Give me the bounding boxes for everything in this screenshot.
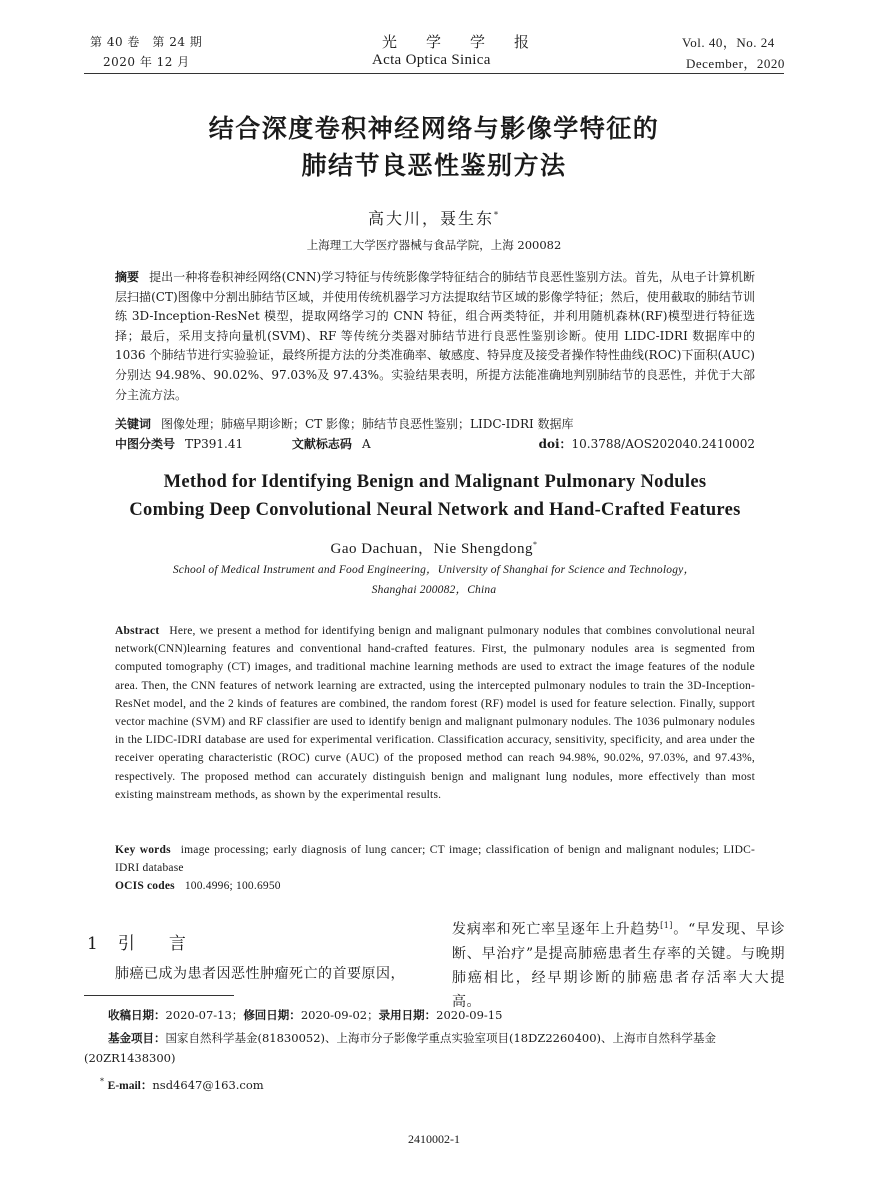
keywords-cn-text: 图像处理；肺癌早期诊断；CT 影像；肺结节良恶性鉴别；LIDC-IDRI 数据库 (161, 417, 574, 431)
title-cn (84, 110, 784, 184)
abstract-en (115, 622, 755, 804)
accepted-label: 录用日期： (378, 1008, 437, 1022)
title-en (60, 468, 810, 524)
journal-name-en: Acta Optica Sinica (372, 52, 491, 68)
clc-label: 中图分类号 (115, 437, 176, 451)
received-date: 2020-07-13； (165, 1008, 244, 1022)
journal-name-cn: 光 学 学 报 (382, 33, 537, 51)
email-label: E-mail： (107, 1079, 153, 1092)
citation-ref: [1] (660, 921, 673, 930)
title-en-line1: Method for Identifying Benign and Malignant Pulmonary Nodules (163, 472, 707, 492)
corresponding-mark: * (494, 210, 500, 220)
title-en-line2: Combing Deep Convolutional Neural Network and Hand-Crafted Features (129, 500, 741, 520)
revised-date: 2020-09-02； (300, 1008, 379, 1022)
affiliation-en (84, 560, 784, 600)
doi-value: 10.3788/AOS202040.2410002 (571, 437, 755, 451)
keywords-en (115, 841, 755, 877)
footnote-fund (84, 1028, 786, 1068)
abstract-cn (115, 268, 755, 405)
email-address: nsd4647@163.com (152, 1077, 264, 1092)
section-title: 引 言 (117, 934, 186, 954)
doi-label: doi： (538, 437, 572, 451)
keywords-cn (115, 415, 755, 435)
header-date-cn: 2020 年 12 月 (103, 55, 190, 69)
fund-text: 国家自然科学基金(81830052)、上海市分子影像学重点实验室项目(18DZ2260400)、上海市自然科学基金(20ZR1438300) (84, 1031, 717, 1065)
clc-value: TP391.41 (185, 437, 244, 451)
body-left-column: 肺癌已成为患者因恶性肿瘤死亡的首要原因， (115, 966, 405, 982)
doc-code-label: 文献标志码 (291, 437, 352, 451)
fund-label: 基金项目： (108, 1031, 166, 1045)
abstract-en-label: Abstract (115, 625, 160, 637)
affiliation-en-line2: Shanghai 200082，China (371, 584, 497, 596)
header-volume-cn: 第 40 卷 第 24 期 (90, 35, 203, 49)
revised-label: 修回日期： (243, 1008, 301, 1022)
ocis-codes (115, 877, 755, 895)
classification-row (115, 435, 755, 455)
keywords-en-label: Key words (115, 844, 171, 856)
ocis-label: OCIS codes (115, 880, 175, 892)
body-right-text-a: 发病率和死亡率呈逐年上升趋势 (452, 921, 661, 938)
keywords-en-text: image processing; early diagnosis of lung cancer; CT image; classification of benign and malignant nodules; LIDC-IDRI database (115, 844, 755, 875)
header-rule (84, 73, 784, 74)
affiliation-cn: 上海理工大学医疗器械与食品学院，上海 200082 (306, 238, 562, 252)
body-right-text-b: 。“早发现、早诊断、早治疗”是提高肺癌患者生存率的关键。与晚期肺癌相比，经早期诊断的肺癌患者存活率大大提高。 (452, 921, 785, 1010)
section-number: 1 (87, 934, 98, 954)
authors-en-names: Gao Dachuan，Nie Shengdong (330, 541, 533, 557)
accepted-date: 2020-09-15 (436, 1008, 503, 1022)
header-volume-en: Vol. 40，No. 24 (682, 35, 775, 50)
corresponding-mark-en: * (532, 540, 538, 549)
title-cn-line1: 结合深度卷积神经网络与影像学特征的 (208, 114, 660, 143)
doi (539, 435, 755, 455)
page-number: 2410002-1 (408, 1132, 460, 1146)
email-mark: * (100, 1077, 104, 1086)
header-date-en: December，2020 (686, 56, 785, 71)
authors-cn (84, 206, 784, 229)
title-cn-line2: 肺结节良恶性鉴别方法 (301, 151, 567, 180)
section-heading (87, 929, 186, 954)
received-label: 收稿日期： (108, 1008, 166, 1022)
affiliation-en-line1: School of Medical Instrument and Food Engineering，University of Shanghai for Science and Technology， (172, 564, 696, 576)
keywords-cn-label: 关键词 (115, 417, 152, 431)
footnote-dates (108, 1005, 788, 1026)
abstract-en-text: Here, we present a method for identifying benign and malignant pulmonary nodules that combines convolutional neural network(CNN)learning features and conventional hand-crafted features. First, the pulmonary nodules area is segmented from computed tomography (CT) images, and traditional machine learning methods are used to extract the image features of the nodule area. Then, the CNN features of network learning are extracted, using the intercepted pulmonary nodules to train the 3D-Inception-ResNet model, and the 2 kinds of features are combined, the random forest (RF) model is used for feature selection. Finally, support vector machine (SVM) and RF classifier are used to identify benign and malignant pulmonary nodules. The 1036 pulmonary nodules in the LIDC-IDRI database are used for experimental verification. Classification accuracy, sensitivity, specificity, and area under the receiver operating characteristic (ROC) curve (AUC) of the proposed method can reach 94.98%, 90.02%, 97.03%, and 97.43%, respectively. The proposed method can accurately distinguish benign and malignant lung nodules, more effectively than most existing mainstream methods, as shown by the experimental results. (115, 625, 755, 801)
abstract-cn-text: 提出一种将卷积神经网络(CNN)学习特征与传统影像学特征结合的肺结节良恶性鉴别方法。首先，从电子计算机断层扫描(CT)图像中分割出肺结节区域，并使用传统机器学习方法提取结节区域的影像学特征；然后，使用截取的肺结节训练 3D-Inception-ResNet 模型，提取网络学习的 CNN 特征，组合两类特征，并利用随机森林(RF)模型进行特征选择；最后，采用支持向量机(SVM)、RF 等传统分类器对肺结节进行良恶性鉴别诊断。使用 LIDC-IDRI 数据库中的 1036 个肺结节进行实验验证，最终所提方法的分类准确率、敏感度、特异度及接受者操作特性曲线(ROC)下面积(AUC)分别达 94.98%、90.02%、97.03%及 97.43%。实验结果表明，所提方法能准确地判别肺结节的良恶性，并优于大部分主流方法。 (115, 270, 755, 402)
body-right-column (452, 914, 785, 1014)
ocis-text: 100.4996; 100.6950 (184, 880, 281, 892)
abstract-cn-label: 摘要 (115, 270, 140, 284)
authors-cn-names: 高大川，聂生东 (367, 209, 494, 228)
doc-code-value: A (361, 437, 371, 451)
footnote-rule (84, 995, 234, 996)
authors-en (84, 537, 784, 558)
footnote-email (100, 1071, 264, 1097)
